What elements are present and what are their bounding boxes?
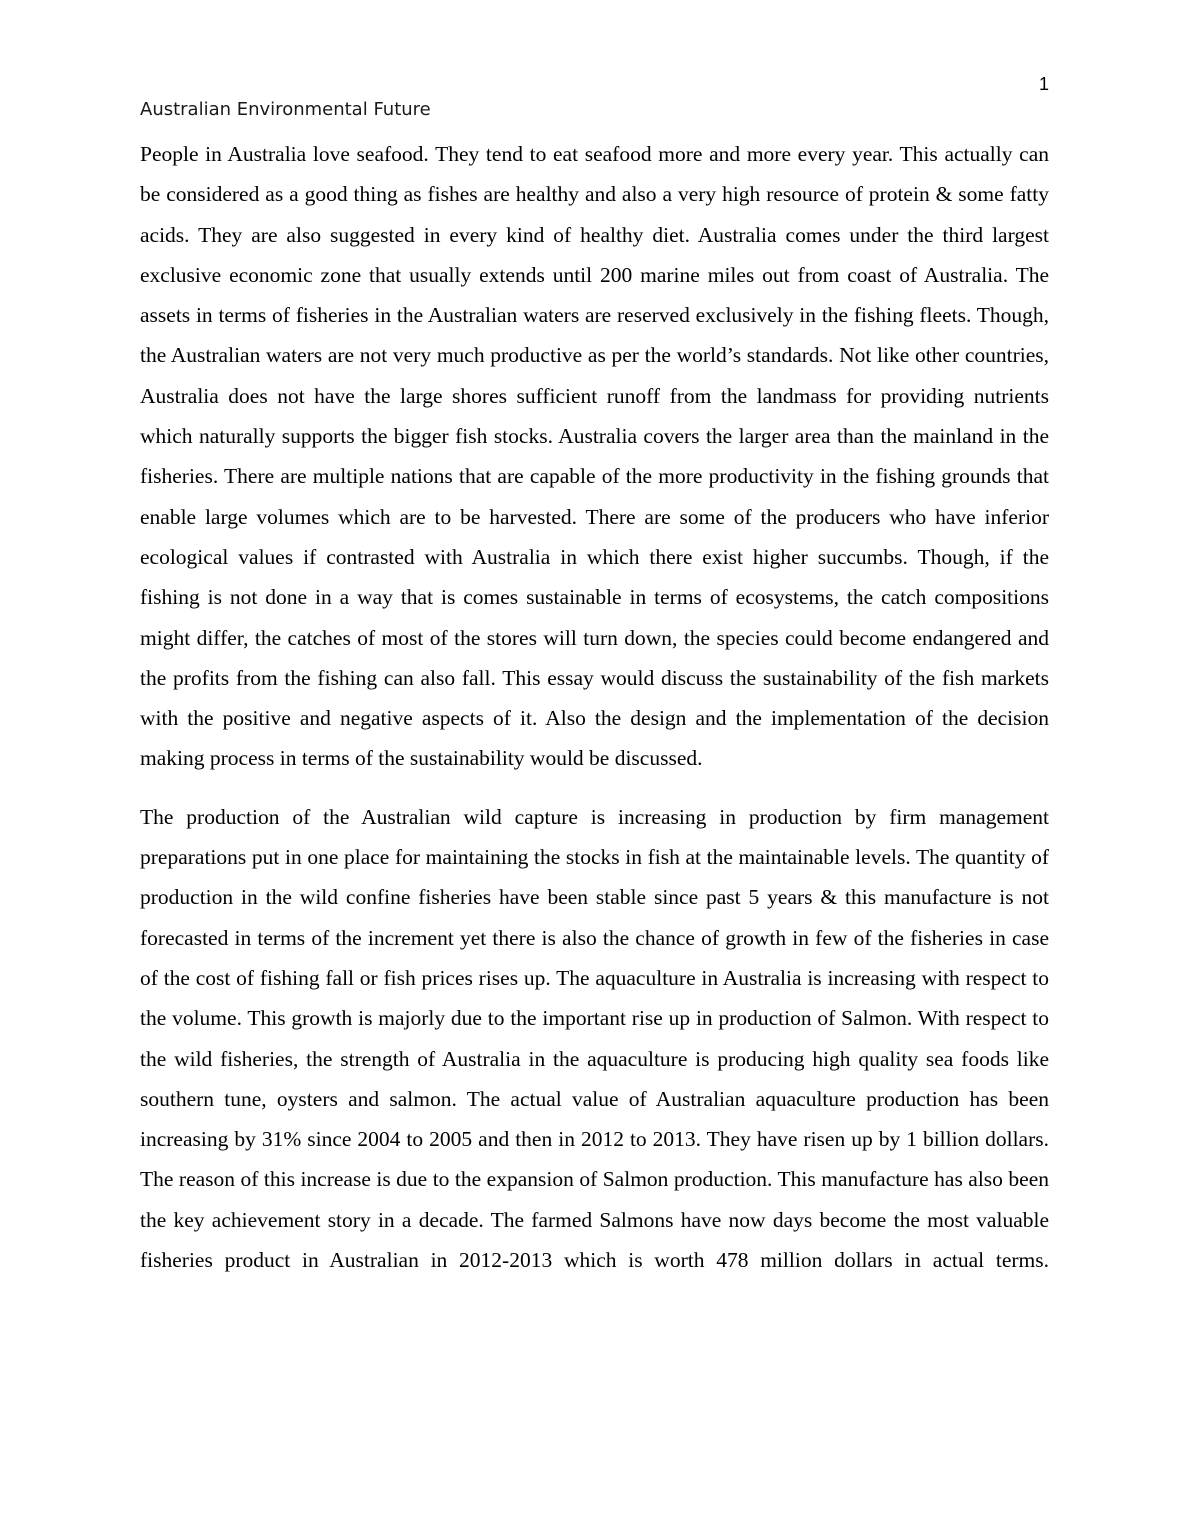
- paragraph-introduction: People in Australia love seafood. They tend to eat seafood more and more every year. This actually can be considered as a good thing as fishes are healthy and also a very high resource of protein & some fatty acids. They are also suggested in every kind of healthy diet. Australia comes under the third largest exclusive economic zone that usually extends until 200 marine miles out from coast of Australia. The assets in terms of fisheries in the Australian waters are reserved exclusively in the fishing fleets. Though, the Australian waters are not very much productive as per the world’s standards. Not like other countries, Australia does not have the large shores sufficient runoff from the landmass for providing nutrients which naturally supports the bigger fish stocks. Australia covers the larger area than the mainland in the fisheries. There are multiple nations that are capable of the more productivity in the fishing grounds that enable large volumes which are to be harvested. There are some of the producers who have inferior ecological values if contrasted with Australia in which there exist higher succumbs. Though, if the fishing is not done in a way that is comes sustainable in terms of ecosystems, the catch compositions might differ, the catches of most of the stores will turn down, the species could become endangered and the profits from the fishing can also fall. This essay would discuss the sustainability of the fish markets with the positive and negative aspects of it. Also the design and the implementation of the decision making process in terms of the sustainability would be discussed.: [140, 142, 1049, 771]
- page-number: 1: [1038, 74, 1049, 94]
- running-head: Australian Environmental Future: [140, 99, 431, 120]
- document-body: [140, 134, 1049, 1280]
- paragraph-production: The production of the Australian wild capture is increasing in production by firm management preparations put in one place for maintaining the stocks in fish at the maintainable levels. The quantity of production in the wild confine fisheries have been stable since past 5 years & this manufacture is not forecasted in terms of the increment yet there is also the chance of growth in few of the fisheries in case of the cost of fishing fall or fish prices rises up. The aquaculture in Australia is increasing with respect to the volume. This growth is majorly due to the important rise up in production of Salmon. With respect to the wild fisheries, the strength of Australia in the aquaculture is producing high quality sea foods like southern tune, oysters and salmon. The actual value of Australian aquaculture production has been increasing by 31% since 2004 to 2005 and then in 2012 to 2013. They have risen up by 1 billion dollars. The reason of this increase is due to the expansion of Salmon production. This manufacture has also been the key achievement story in a decade. The farmed Salmons have now days become the most valuable fisheries product in Australian in 2012-2013 which is worth 478 million dollars in actual terms.: [140, 804, 1049, 1273]
